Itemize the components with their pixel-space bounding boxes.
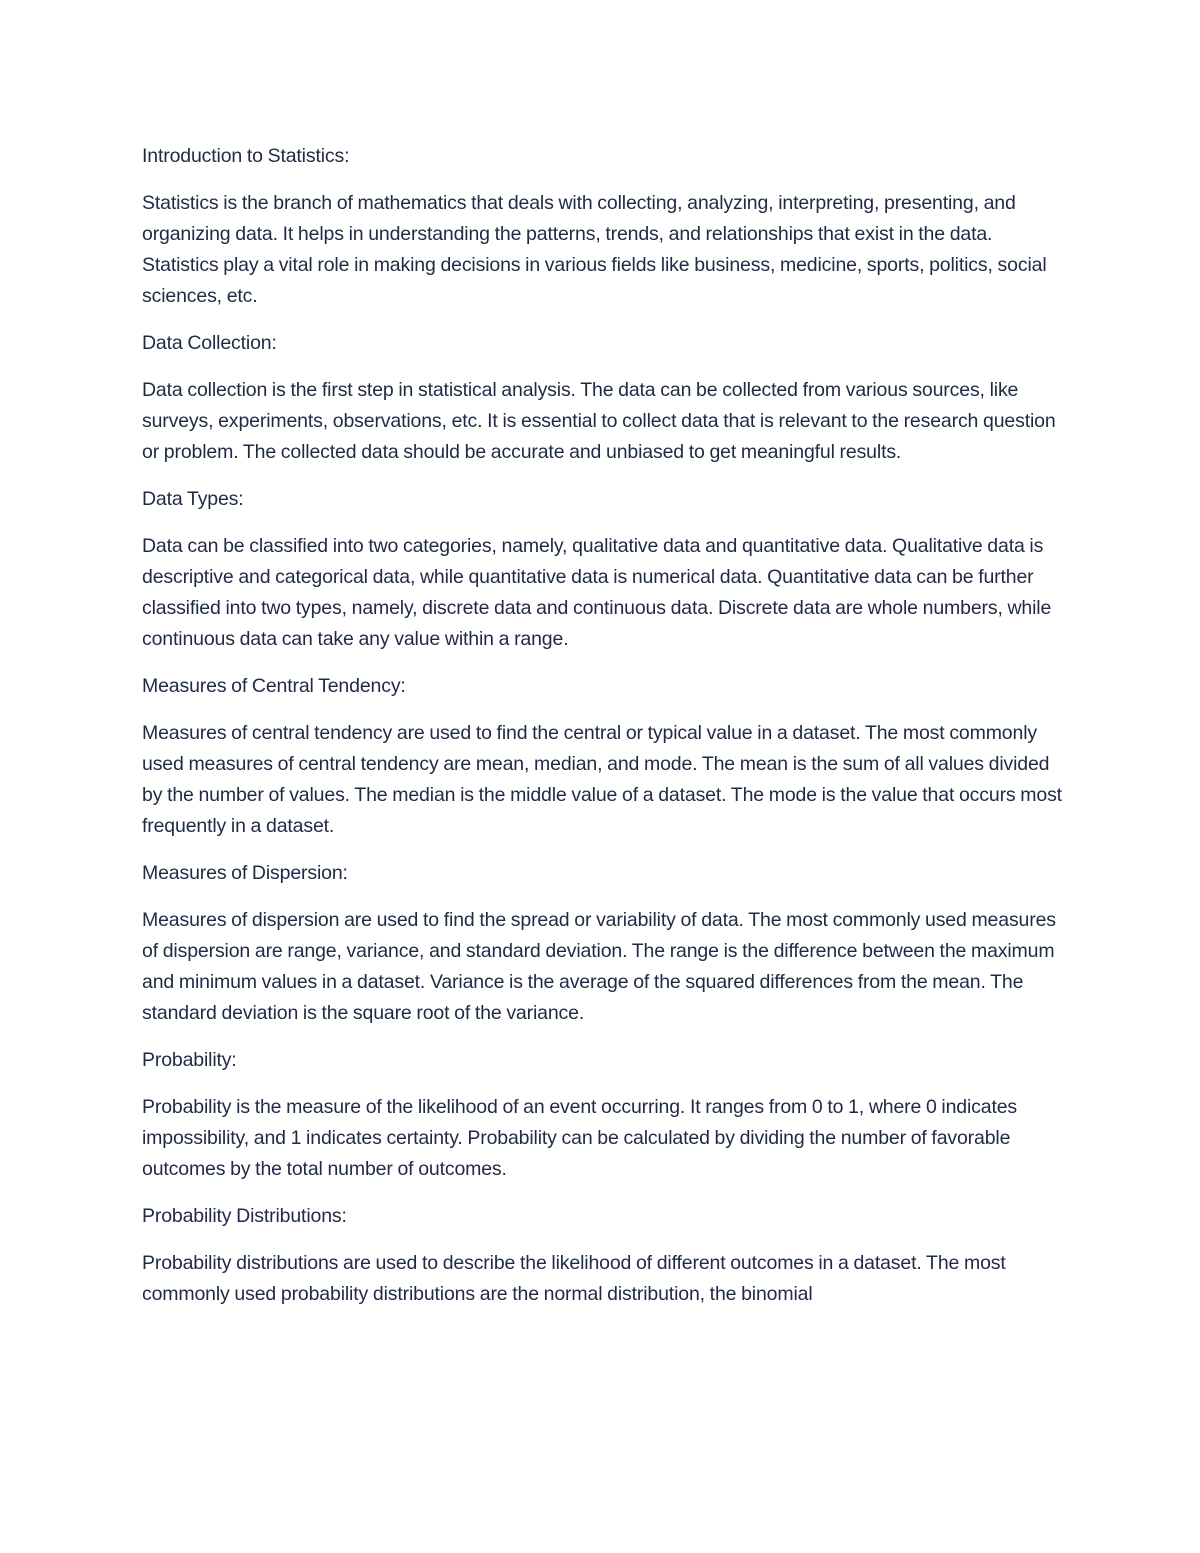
section-paragraph-central-tendency: Measures of central tendency are used to find the central or typical value in a dataset. The most commonly used measures of central tendency are mean, median, and mode. The mean is the sum of all values divided by the number of values. The median is the middle value of a dataset. The mode is the value that occurs most frequently in a dataset. xyxy=(142,722,1062,837)
section-heading-probability: Probability: xyxy=(142,1049,237,1071)
section-heading-introduction: Introduction to Statistics: xyxy=(142,145,350,167)
section-paragraph-introduction: Statistics is the branch of mathematics that deals with collecting, analyzing, interpreting, presenting, and organizing data. It helps in understanding the patterns, trends, and relationships that exist in the data. Statistics play a vital role in making decisions in various fields like business, medicine, sports, politics, social sciences, etc. xyxy=(142,192,1047,307)
section-paragraph-data-collection: Data collection is the first step in statistical analysis. The data can be collected from various sources, like surveys, experiments, observations, etc. It is essential to collect data that is relevant to the research question or problem. The collected data should be accurate and unbiased to get meaningful results. xyxy=(142,379,1056,463)
section-paragraph-dispersion: Measures of dispersion are used to find the spread or variability of data. The most commonly used measures of dispersion are range, variance, and standard deviation. The range is the difference between the maximum and minimum values in a dataset. Variance is the average of the squared differences from the mean. The standard deviation is the square root of the variance. xyxy=(142,909,1056,1024)
section-paragraph-data-types: Data can be classified into two categories, namely, qualitative data and quantitative data. Qualitative data is descriptive and categorical data, while quantitative data is numerical data. Quantitative data can be further classified into two types, namely, discrete data and continuous data. Discrete data are whole numbers, while continuous data can take any value within a range. xyxy=(142,535,1052,650)
section-heading-data-types: Data Types: xyxy=(142,488,244,510)
section-paragraph-probability-distributions: Probability distributions are used to describe the likelihood of different outcomes in a dataset. The most commonly used probability distributions are the normal distribution, the binomial xyxy=(142,1252,1006,1305)
section-heading-central-tendency: Measures of Central Tendency: xyxy=(142,675,406,697)
section-paragraph-probability: Probability is the measure of the likelihood of an event occurring. It ranges from 0 to 1, where 0 indicates impossibility, and 1 indicates certainty. Probability can be calculated by dividing the number of favorable outcomes by the total number of outcomes. xyxy=(142,1096,1018,1180)
section-heading-data-collection: Data Collection: xyxy=(142,332,277,354)
section-heading-dispersion: Measures of Dispersion: xyxy=(142,862,348,884)
document-body xyxy=(142,141,1067,1326)
section-heading-probability-distributions: Probability Distributions: xyxy=(142,1205,347,1227)
